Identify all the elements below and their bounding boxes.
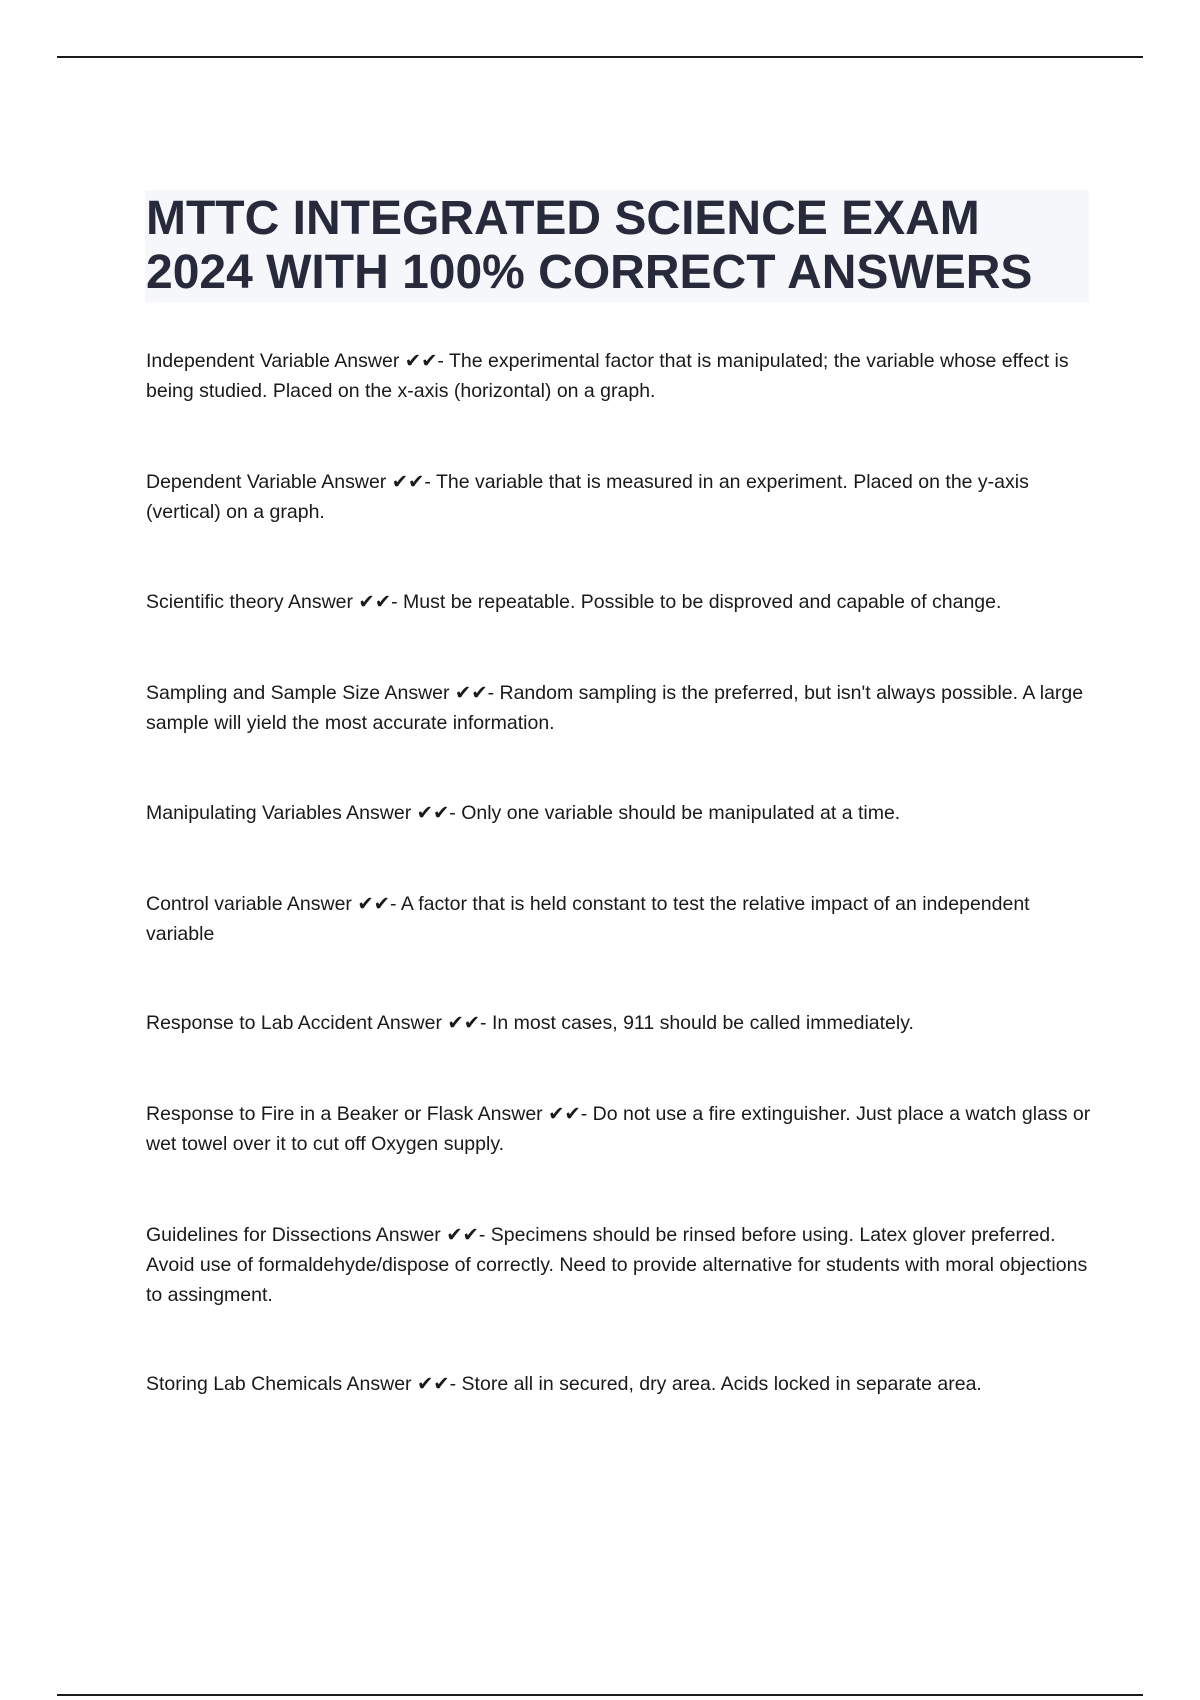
qa-item-dissections: Guidelines for Dissections Answer ✔✔- Specimens should be rinsed before using. Latex glover preferred. Avoid use of formaldehyde/dispose of correctly. Need to provide alternative for students with moral objections to assingment. [146, 1224, 1088, 1306]
qa-item-storing-chemicals: Storing Lab Chemicals Answer ✔✔- Store all in secured, dry area. Acids locked in separate area. [146, 1373, 982, 1395]
qa-item-dependent-variable: Dependent Variable Answer ✔✔- The variable that is measured in an experiment. Placed on the y-axis (vertical) on a graph. [146, 471, 1029, 523]
top-rule [57, 56, 1143, 58]
qa-item-fire-response: Response to Fire in a Beaker or Flask Answer ✔✔- Do not use a fire extinguisher. Just place a watch glass or wet towel over it to cut off Oxygen supply. [146, 1103, 1091, 1155]
qa-item-control-variable: Control variable Answer ✔✔- A factor that is held constant to test the relative impact of an independent variable [146, 893, 1030, 945]
qa-item-sampling: Sampling and Sample Size Answer ✔✔- Random sampling is the preferred, but isn't always possible. A large sample will yield the most accurate information. [146, 682, 1084, 734]
bottom-rule [57, 1694, 1143, 1696]
qa-item-lab-accident: Response to Lab Accident Answer ✔✔- In most cases, 911 should be called immediately. [146, 1012, 914, 1034]
qa-item-scientific-theory: Scientific theory Answer ✔✔- Must be repeatable. Possible to be disproved and capable of change. [146, 591, 1002, 613]
qa-item-manipulating-variables: Manipulating Variables Answer ✔✔- Only one variable should be manipulated at a time. [146, 802, 901, 824]
qa-item-independent-variable: Independent Variable Answer ✔✔- The experimental factor that is manipulated; the variable whose effect is being studied. Placed on the x-axis (horizontal) on a graph. [146, 350, 1069, 402]
page-title: MTTC INTEGRATED SCIENCE EXAM 2024 WITH 100% CORRECT ANSWERS [146, 192, 1033, 299]
